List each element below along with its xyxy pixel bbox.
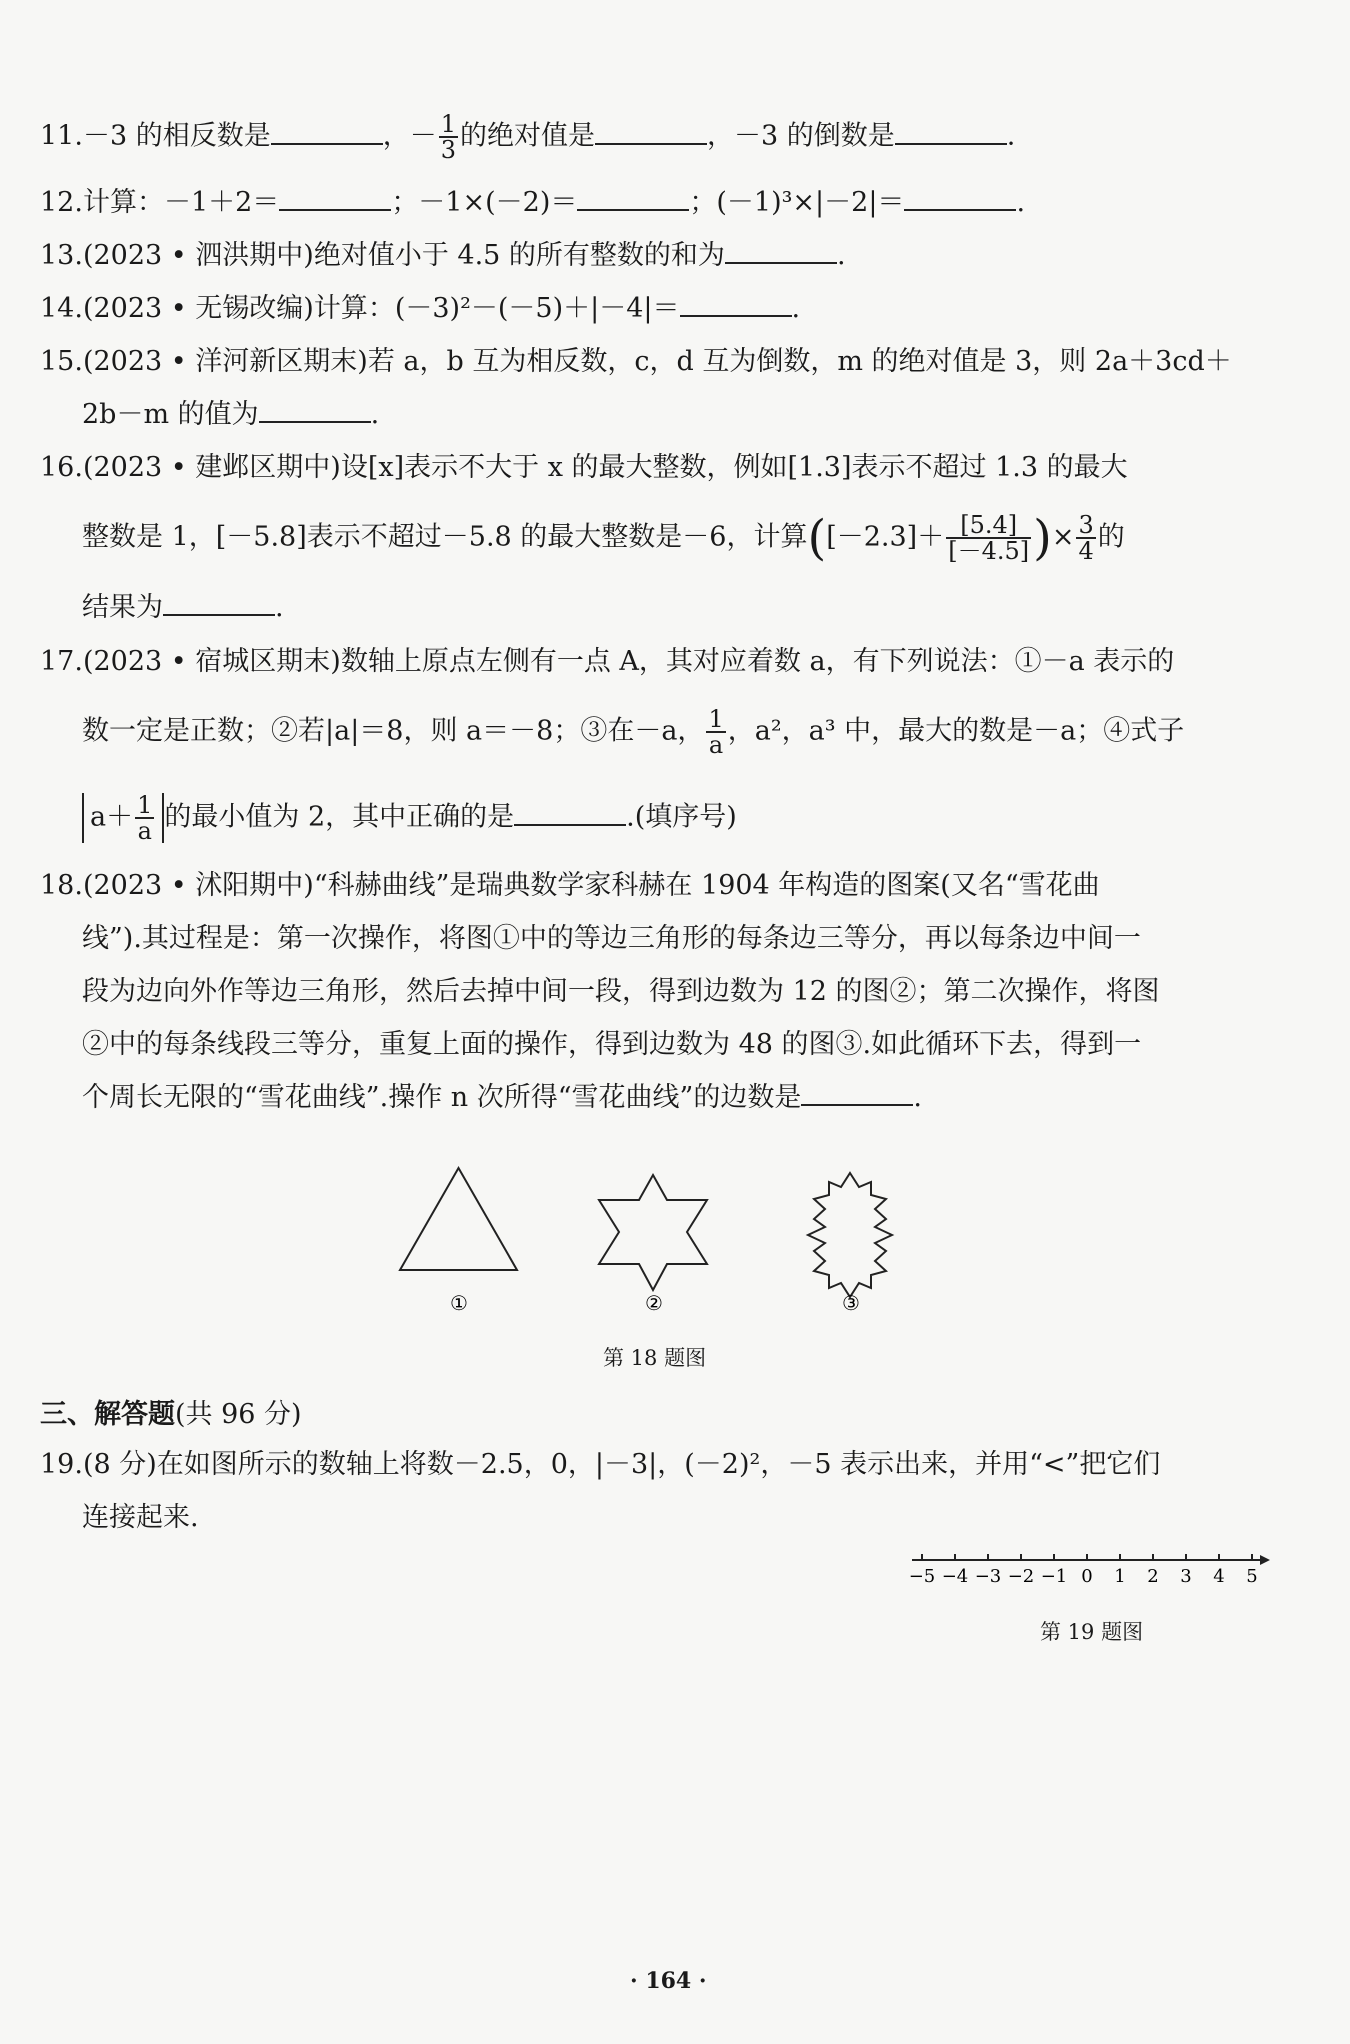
tick-label: −4 — [941, 1566, 969, 1587]
answer-blank[interactable] — [271, 117, 383, 145]
question-18-line3: 段为边向外作等边三角形，然后去掉中间一段，得到边数为 12 的图②；第二次操作，将图 — [82, 976, 1160, 1007]
page-number: · 164 · — [630, 1968, 707, 1994]
absolute-value: a＋ $\frac{1}{a}$ — [82, 793, 164, 843]
question-number: 12. — [40, 187, 83, 218]
question-number: 14. — [40, 293, 83, 324]
question-number: 13. — [40, 240, 83, 271]
question-18-line2: 线”).其过程是：第一次操作，将图①中的等边三角形的每条边三等分，再以每条边中间一 — [82, 923, 1141, 954]
question-13: 13.(2023 • 泗洪期中)绝对值小于 4.5 的所有整数的和为 . — [40, 236, 846, 276]
figure-label-3: ③ — [842, 1291, 860, 1315]
question-16-cont: 整数是 1，[－5.8]表示不超过－5.8 的最大整数是－6，计算([－2.3]＋ $\frac{[5.4]}{[-4.5]}$ )× $\frac{3}{4}$ 的 — [82, 510, 1125, 566]
question-16: 16.(2023 • 建邺区期中)设[x]表示不大于 x 的最大整数，例如[1.3]表示不超过 1.3 的最大 — [40, 452, 1128, 483]
answer-blank[interactable] — [801, 1078, 913, 1106]
fraction: $\frac{1}{a}$ — [708, 705, 724, 759]
figure-caption: 第 19 题图 — [1040, 1620, 1144, 1644]
question-18-line5: 个周长无限的“雪花曲线”.操作 n 次所得“雪花曲线”的边数是 . — [82, 1078, 922, 1118]
question-15-cont: 2b－m 的值为 . — [82, 395, 379, 435]
question-17-cont2: a＋ $\frac{1}{a}$ 的最小值为 2，其中正确的是 .(填序号) — [82, 793, 737, 843]
question-19: 19.(8 分)在如图所示的数轴上将数－2.5，0，|－3|，(－2)²，－5 表示出来，并用“<”把它们 — [40, 1449, 1161, 1480]
question-17-cont: 数一定是正数；②若|a|＝8，则 a＝－8；③在－a， $\frac{1}{a}$ ，a²，a³ 中，最大的数是－a；④式子 — [82, 705, 1185, 759]
question-12: 12.计算：－1＋2＝ ；－1×(－2)＝ ；(－1)³×|－2|＝ . — [40, 183, 1025, 223]
tick-label: −3 — [974, 1566, 1002, 1587]
answer-blank[interactable] — [279, 183, 391, 211]
answer-blank[interactable] — [595, 117, 707, 145]
question-18: 18.(2023 • 沭阳期中)“科赫曲线”是瑞典数学家科赫在 1904 年构造的图案(又名“雪花曲 — [40, 870, 1100, 901]
tick-label: 0 — [1081, 1566, 1093, 1587]
section-heading: 三、解答题(共 96 分) — [40, 1399, 302, 1430]
question-19-line2: 连接起来. — [82, 1502, 199, 1533]
fraction: $\frac{[5.4]}{[-4.5]}$ — [948, 511, 1030, 565]
question-number: 11. — [40, 120, 83, 152]
question-18-line4: ②中的每条线段三等分，重复上面的操作，得到边数为 48 的图③.如此循环下去，得到一 — [82, 1029, 1142, 1060]
tick-label: −5 — [908, 1566, 936, 1587]
figure-caption: 第 18 题图 — [603, 1346, 707, 1370]
tick-label: 5 — [1246, 1566, 1258, 1587]
answer-blank[interactable] — [259, 395, 371, 423]
fraction: $\frac{1}{3}$ — [440, 110, 456, 164]
question-15: 15.(2023 • 洋河新区期末)若 a，b 互为相反数，c，d 互为倒数，m 的绝对值是 3，则 2a＋3cd＋ — [40, 346, 1232, 377]
question-number: 19. — [40, 1449, 83, 1480]
answer-blank[interactable] — [163, 588, 275, 616]
tick-label: 3 — [1180, 1566, 1192, 1587]
snowflake-shape — [808, 1173, 892, 1297]
question-number: 18. — [40, 870, 83, 901]
koch-snowflake-figure — [390, 1160, 930, 1320]
answer-blank[interactable] — [725, 236, 837, 264]
question-14: 14.(2023 • 无锡改编)计算：(－3)²－(－5)＋|－4|＝ . — [40, 289, 800, 329]
tick-label: 2 — [1147, 1566, 1159, 1587]
fraction: $\frac{3}{4}$ — [1078, 511, 1094, 565]
answer-blank[interactable] — [680, 289, 792, 317]
tick-label: −2 — [1007, 1566, 1035, 1587]
question-16-cont2: 结果为 . — [82, 588, 284, 628]
tick-label: 1 — [1114, 1566, 1126, 1587]
question-number: 16. — [40, 452, 83, 483]
figure-label-2: ② — [645, 1291, 663, 1315]
question-number: 17. — [40, 646, 83, 677]
answer-blank[interactable] — [514, 798, 626, 826]
triangle-shape — [400, 1168, 517, 1270]
answer-blank[interactable] — [895, 117, 1007, 145]
answer-blank[interactable] — [904, 183, 1016, 211]
tick-label: 4 — [1213, 1566, 1225, 1587]
question-17: 17.(2023 • 宿城区期末)数轴上原点左侧有一点 A，其对应着数 a，有下列说法：①－a 表示的 — [40, 646, 1175, 677]
star-shape — [599, 1175, 707, 1290]
number-line — [900, 1545, 1280, 1595]
tick-label: −1 — [1040, 1566, 1068, 1587]
arrow-icon — [1260, 1555, 1270, 1565]
question-number: 15. — [40, 346, 83, 377]
figure-label-1: ① — [450, 1291, 468, 1315]
answer-blank[interactable] — [577, 183, 689, 211]
question-11: 11.－3 的相反数是 ，－ $\frac{1}{3}$ 的绝对值是 ，－3 的倒数是 . — [40, 110, 1016, 164]
